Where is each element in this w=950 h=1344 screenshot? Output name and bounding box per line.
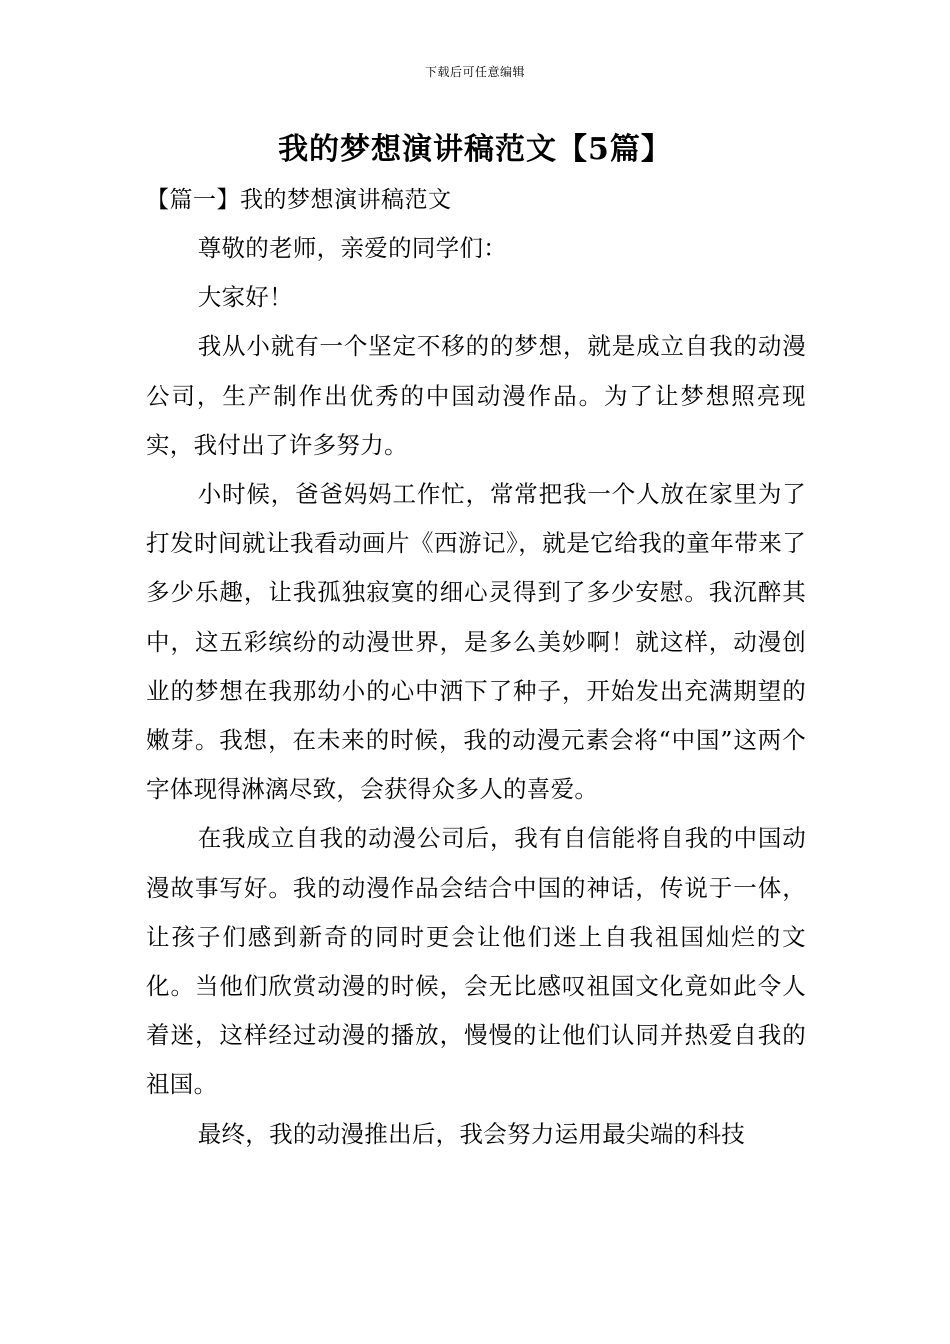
section-heading: 【篇一】我的梦想演讲稿范文 [146, 187, 452, 213]
document-body [146, 224, 806, 1159]
paragraph-final: 最终，我的动漫推出后，我会努力运用最尖端的科技 [197, 1119, 746, 1148]
paragraph-company: 在我成立自我的动漫公司后，我有自信能将自我的中国动漫故事写好。我的动漫作品会结合中国的神话，传说于一体，让孩子们感到新奇的同时更会让他们迷上自我祖国灿烂的文化。当他们欣赏动漫的时候，会无比感叹祖国文化竟如此令人着迷，这样经过动漫的播放，慢慢的让他们认同并热爱自我的祖国。 [146, 824, 806, 1099]
paragraph-childhood: 小时候，爸爸妈妈工作忙，常常把我一个人放在家里为了打发时间就让我看动画片《西游记》，就是它给我的童年带来了多少乐趣，让我孤独寂寞的细心灵得到了多少安慰。我沉醉其中，这五彩缤纷的动漫世界，是多么美妙啊！就这样，动漫创业的梦想在我那幼小的心中洒下了种子，开始发出充满期望的嫩芽。我想，在未来的时候，我的动漫元素会将“中国”这两个字体现得淋漓尽致，会获得众多人的喜爱。 [146, 480, 806, 804]
header-note: 下载后可任意编辑 [424, 65, 525, 79]
document-title: 我的梦想演讲稿范文【5篇】 [278, 132, 672, 167]
paragraph-greeting: 尊敬的老师，亲爱的同学们： [197, 234, 508, 262]
paragraph-hello: 大家好！ [197, 283, 293, 312]
paragraph-dream: 我从小就有一个坚定不移的的梦想，就是成立自我的动漫公司，生产制作出优秀的中国动漫作品。为了让梦想照亮现实，我付出了许多努力。 [146, 332, 806, 459]
